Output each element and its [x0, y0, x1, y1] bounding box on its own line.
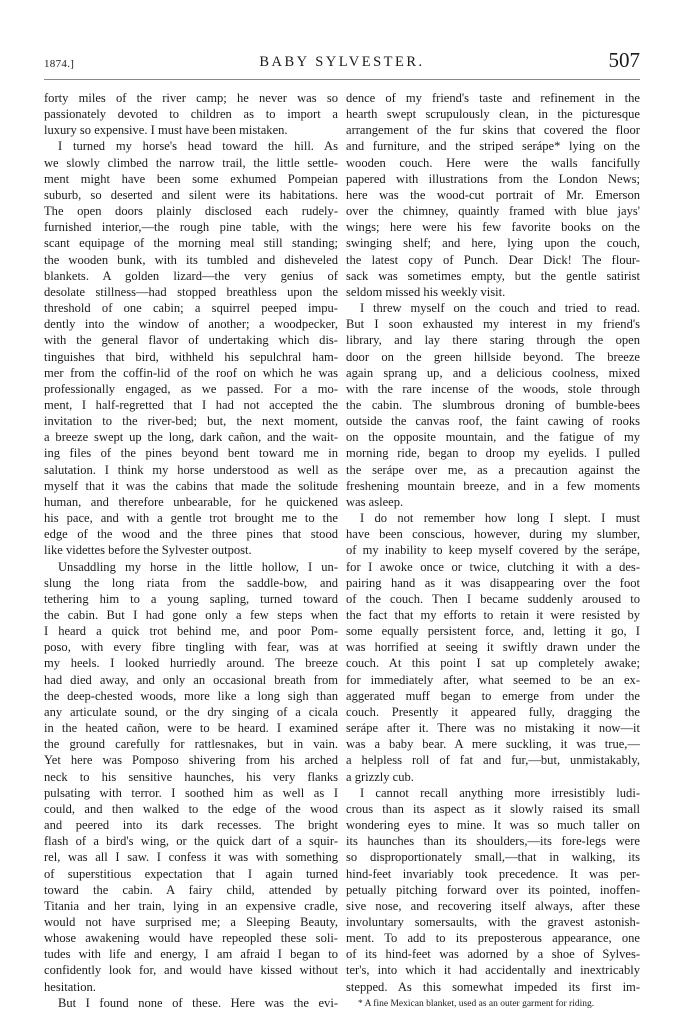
- text-line: invitation to the river-bed; but, the next moment,: [44, 414, 338, 429]
- text-line: arrangement of the fur skins that covered the floor: [346, 123, 640, 138]
- text-line: could, and then walked to the edge of the wood: [44, 801, 338, 816]
- text-line: was asleep.: [346, 494, 404, 509]
- text-column-right: [346, 90, 640, 1010]
- text-line: was a baby bear. A mere suckling, it was true,—: [346, 737, 640, 752]
- text-line: pulsating with terror. I soothed him as well as I: [44, 785, 338, 800]
- text-line: dence of my friend's taste and refinement in the: [346, 91, 640, 105]
- text-line: a grizzly cub.: [346, 769, 414, 784]
- text-line: in the heated cañon, were to be heard. I examined: [44, 721, 338, 736]
- text-line: the fact that my efforts to retain it were resisted by: [346, 608, 640, 622]
- text-line: hearth swept scrupulously clean, in the picturesque: [346, 107, 640, 122]
- text-line: with the general flavor of undertaking which dis-: [44, 333, 338, 348]
- text-line: I heard a quick trot behind me, and poor Pom-: [44, 624, 338, 639]
- text-line: the serápe over me, as a precaution against the: [346, 462, 640, 477]
- text-line: wings; here were his few favorite books on the: [346, 220, 640, 235]
- text-line: whose awakening would have repeopled these soli-: [44, 931, 338, 946]
- footnote: * A fine Mexican blanket, used as an outer garment for riding.: [358, 998, 595, 1009]
- text-line: myself that it was the cabins that made the solitude: [44, 478, 338, 493]
- text-line: again sprang up, and a delicious coolness, mixed: [346, 365, 640, 380]
- text-line: and peered into its dark recesses. The bright: [44, 818, 338, 833]
- text-line: passionately devoted to children as to import a: [44, 107, 338, 122]
- text-line: stepped. As this somewhat impeded its first im-: [346, 979, 640, 994]
- text-line: swinging shelf; and here, lying upon the couch,: [346, 236, 640, 251]
- text-line: I threw myself on the couch and tried to read.: [360, 301, 640, 316]
- text-line: slung the long riata from the saddle-bow, and: [44, 575, 338, 590]
- text-line: the deep-chested woods, more like a long sigh than: [44, 688, 338, 703]
- text-line: its haunches than its shoulders,—its fore-legs were: [346, 834, 640, 849]
- text-line: freshening mountain breeze, and in a few moments: [346, 478, 640, 493]
- text-line: tinguishes that bird, withheld his sepulchral ham-: [44, 349, 338, 364]
- text-line: like videttes before the Sylvester outpost.: [44, 543, 252, 558]
- text-line: ter's, into which it had accidentally and inextricably: [346, 963, 640, 978]
- text-line: confidently look for, and would have kissed without: [44, 963, 338, 978]
- text-line: neck to his sensitive haunches, his very flanks: [44, 769, 338, 784]
- text-line: have been conscious, however, during my slumber,: [346, 527, 640, 542]
- text-line: aggerated muff began to emerge from under the: [346, 688, 640, 703]
- text-line: flash of a bird's wing, or the quick dart of a squir-: [44, 834, 338, 849]
- text-line: wondering eyes to mine. It was so much taller on: [346, 818, 640, 833]
- text-line: ment. To add to its preposterous appearance, one: [346, 931, 640, 946]
- text-line: poso, with every fibre tingling with fear, was at: [44, 640, 338, 655]
- text-line: door on the green hillside beyond. The breeze: [346, 349, 640, 364]
- text-column-left: [44, 90, 338, 1011]
- text-line: ment, I half-regretted that I had not accepted the: [44, 397, 338, 412]
- text-line: salutation. I think my horse understood as well as: [44, 462, 338, 477]
- text-line: here was the wood-cut portrait of Mr. Emerson: [346, 187, 640, 202]
- text-line: furnished interior,—the rough pine table, with the: [44, 220, 338, 235]
- text-line: morning ride, began to droop my eyelids. I pulled: [346, 446, 640, 461]
- text-line: serápe after it. There was no mistaking it now—it: [346, 721, 640, 736]
- text-line: human, and therefore unbearable, for he quickened: [44, 494, 338, 509]
- text-line: a breeze swept up the long, dark cañon, and the wait-: [44, 430, 338, 445]
- text-line: Unsaddling my horse in the little hollow, I un-: [58, 559, 338, 574]
- text-line: blankets. A golden lizard—the very genius of: [44, 268, 338, 283]
- text-line: on the opposite mountain, and the fatigue of my: [346, 430, 640, 445]
- text-line: couch. At this point I sat up completely awake;: [346, 656, 640, 671]
- text-line: scant equipage of the morning meal still standing;: [44, 236, 338, 251]
- text-line: professionally engaged, as we passed. For a mo-: [44, 381, 338, 396]
- text-line: his pace, and with a gentle trot brought me to the: [44, 511, 338, 526]
- text-line: papered with illustrations from the London News;: [346, 171, 640, 186]
- text-line: hesitation.: [44, 979, 96, 994]
- text-line: luxury so expensive. I must have been mistaken.: [44, 123, 288, 138]
- text-line: seldom missed his weekly visit.: [346, 284, 506, 299]
- page-number: 507: [608, 48, 640, 72]
- text-line: sack was sometimes empty, but the gentle satirist: [346, 268, 640, 283]
- text-line: my heels. I looked hurriedly around. The breeze: [44, 656, 338, 671]
- text-line: wooden couch. Here were the walls fancifully: [346, 155, 640, 170]
- text-line: for I awoke once or twice, clutching it with a des-: [346, 559, 640, 574]
- text-line: some equally persistent force, and, letting it go, I: [346, 624, 640, 639]
- text-line: library, and lay there staring through the open: [346, 333, 640, 348]
- text-line: mer from the coffin-lid of the roof on which he was: [44, 365, 338, 380]
- text-line: so disproportionately small,—that in walking, its: [346, 850, 640, 865]
- text-line: crous than its aspect as it slowly raised its small: [346, 801, 640, 816]
- text-line: the wooden bunk, with its tumbled and disheveled: [44, 252, 338, 267]
- text-line: threshold of one cabin; a squirrel peeped impu-: [44, 301, 338, 316]
- text-line: The open doors plainly disclosed each rudely-: [44, 204, 338, 219]
- text-line: dently into the window of another; a woodpecker,: [44, 317, 338, 332]
- text-line: involuntary somersaults, with the gravest astonish-: [346, 914, 640, 929]
- text-line: petually pitching forward over its pointed, inoffen-: [346, 882, 640, 897]
- text-line: the cabin. The slumbrous droning of bumble-bees: [346, 397, 640, 412]
- text-line: of my inability to keep myself covered by the serápe,: [346, 543, 640, 558]
- text-line: hind-feet invariably took precedence. It was per-: [346, 866, 640, 881]
- text-line: suburb, so deserted and silent were its habitations.: [44, 187, 338, 202]
- text-line: desolate stillness—had stopped breathless upon the: [44, 284, 338, 299]
- text-line: Yet here was Pomposo shivering from his arched: [44, 753, 338, 768]
- text-line: ing files of the pines beyond bent toward me in: [44, 446, 338, 461]
- text-line: of superstitious expectation that I again turned: [44, 866, 338, 881]
- text-line: would not have surprised me; a Sleeping Beauty,: [44, 914, 338, 929]
- text-line: the latest copy of Punch. Dear Dick! The flour-: [346, 252, 640, 267]
- text-line: with the rare incense of the woods, stole through: [346, 381, 640, 396]
- text-line: sive nose, and recovering itself always, after these: [346, 898, 640, 913]
- text-line: we slowly climbed the narrow trail, the little settle-: [44, 155, 338, 170]
- text-line: tethering him to a young sapling, turned toward: [44, 591, 338, 606]
- text-line: outside the canvas roof, the faint cawing of rooks: [346, 414, 640, 429]
- text-line: of the couch. Then I became suddenly aroused to: [346, 591, 640, 606]
- running-header: [44, 48, 640, 78]
- header-year: 1874.]: [44, 58, 75, 70]
- text-line: forty miles of the river camp; he never was so: [44, 91, 338, 105]
- text-line: the ground carefully for rattlesnakes, but in vain.: [44, 737, 338, 752]
- text-line: a helpless roll of fat and fur,—but, unmistakably,: [346, 753, 640, 768]
- text-line: Titania and her train, lying in an expensive cradle,: [44, 898, 338, 913]
- text-line: tudes with life and energy, I am afraid I began to: [44, 947, 338, 962]
- text-line: the cabin. But I had gone only a few steps when: [44, 608, 338, 622]
- text-line: was horrified at seeing it swiftly drawn under the: [346, 640, 640, 655]
- text-line: pairing hand as it was disappearing over the foot: [346, 575, 640, 590]
- text-line: I turned my horse's head toward the hill. As: [58, 139, 338, 154]
- text-line: But I soon exhausted my interest in my friend's: [346, 317, 640, 332]
- text-line: I do not remember how long I slept. I must: [360, 511, 640, 526]
- text-line: any articulate sound, or the dry singing of a cicala: [44, 704, 338, 719]
- text-line: over the chimney, quaintly framed with blue jays': [346, 204, 640, 219]
- text-line: had died away, and only an occasional breath from: [44, 672, 338, 687]
- text-line: rel, was all I saw. I confess it was with something: [44, 850, 338, 865]
- header-rule: [44, 79, 640, 80]
- text-line: couch. Presently it appeared fully, dragging the: [346, 704, 640, 719]
- text-line: for immediately after, what seemed to be an ex-: [346, 672, 640, 687]
- text-line: and furniture, and the striped serápe* lying on the: [346, 139, 640, 154]
- text-line: I cannot recall anything more irresistibly ludi-: [360, 785, 640, 800]
- text-line: of its hind-feet was adorned by a shoe of Sylves-: [346, 947, 640, 962]
- text-line: edge of the wood and the three pines that stood: [44, 527, 338, 542]
- text-line: But I found none of these. Here was the evi-: [58, 995, 338, 1010]
- header-title: BABY SYLVESTER.: [259, 54, 425, 70]
- text-line: ment might have been some exhumed Pompeian: [44, 171, 338, 186]
- text-line: toward the cabin. A fairy child, attended by: [44, 882, 338, 897]
